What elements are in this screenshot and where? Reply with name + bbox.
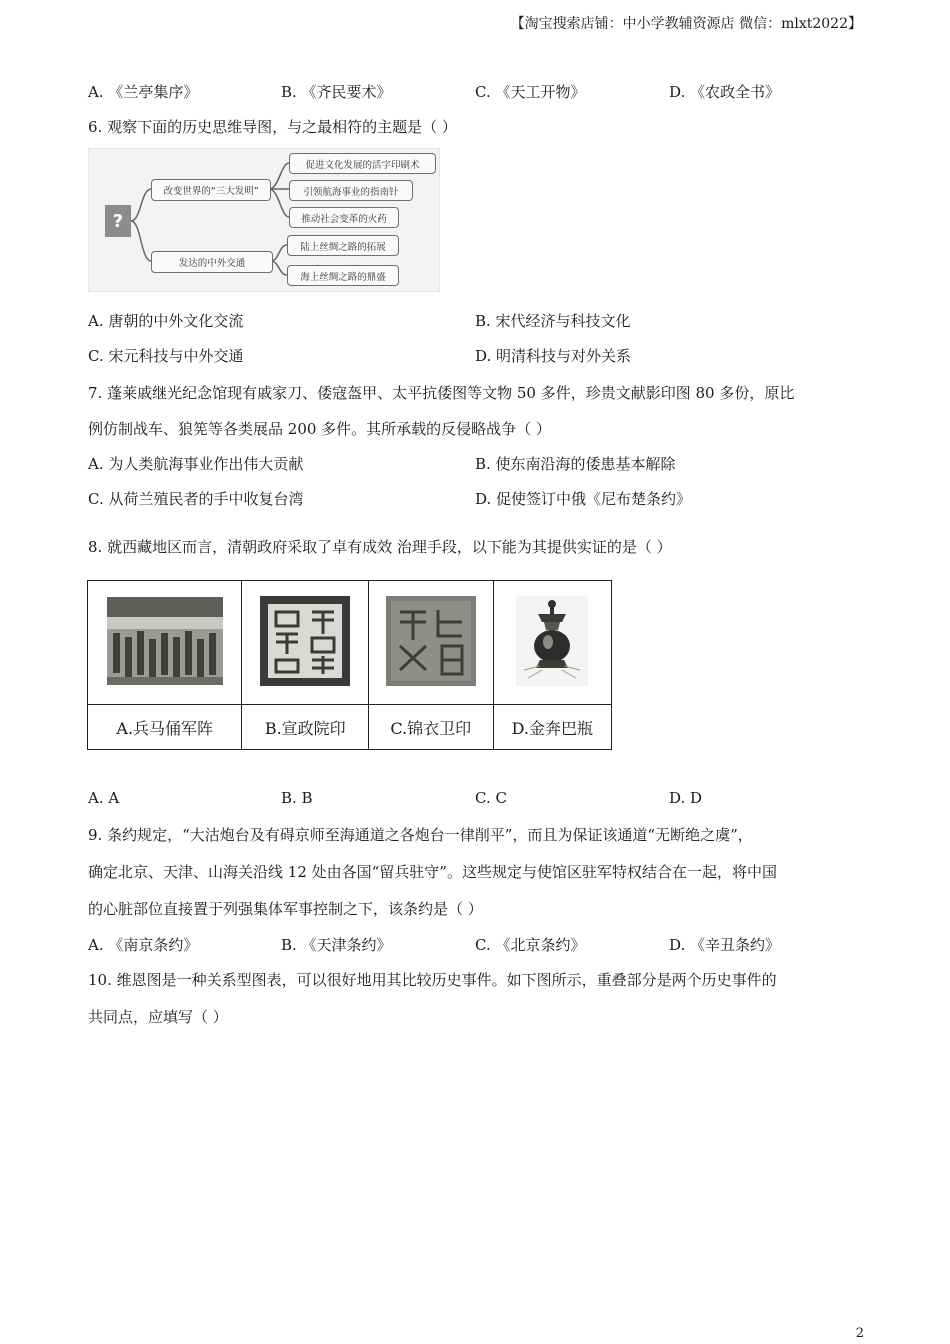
q8-option-a[interactable]: A. A [88, 789, 120, 807]
q5-option-a[interactable]: A. 《兰亭集序》 [88, 83, 199, 101]
q7-stem-line2: 例仿制战车、狼筅等各类展品 200 多件。其所承载的反侵略战争（ ） [88, 420, 551, 438]
mind-map-leaf-compass: 引领航海事业的指南针 [289, 180, 413, 201]
q7-option-a[interactable]: A. 为人类航海事业作出伟大贡献 [88, 455, 304, 473]
mind-map-leaf-printing: 促进文化发展的活字印刷术 [289, 153, 436, 174]
q8-option-d[interactable]: D. D [669, 789, 703, 807]
q8-option-b[interactable]: B. B [281, 789, 313, 807]
mind-map-branch-transport: 发达的中外交通 [151, 251, 273, 273]
q7-stem-line1: 7. 蓬莱戚继光纪念馆现有戚家刀、倭寇盔甲、太平抗倭图等文物 50 多件，珍贵文献影印图 80 多份，原比 [88, 384, 795, 402]
q10-stem-line1: 10. 维恩图是一种关系型图表，可以很好地用其比较历史事件。如下图所示，重叠部分是两个历史事件的 [88, 971, 777, 989]
q9-option-a[interactable]: A. 《南京条约》 [88, 936, 199, 954]
q5-option-c[interactable]: C. 《天工开物》 [475, 83, 586, 101]
q9-stem-line2: 确定北京、天津、山海关沿线 12 处由各国“留兵驻守”。这些规定与使馆区驻军特权结合在一起，将中国 [88, 863, 777, 881]
q8-caption-a: A.兵马俑军阵 [88, 705, 242, 750]
jinyiwei-seal-image [386, 596, 476, 686]
q10-stem-line2: 共同点，应填写（ ） [88, 1008, 228, 1026]
q8-option-c[interactable]: C. C [475, 789, 507, 807]
q6-option-b[interactable]: B. 宋代经济与科技文化 [475, 312, 631, 330]
mind-map-figure [88, 148, 440, 292]
q9-stem-line3: 的心脏部位直接置于列强集体军事控制之下，该条约是（ ） [88, 900, 483, 918]
q9-stem-line1: 9. 条约规定，“大沽炮台及有碍京师至海通道之各炮台一律削平”，而且为保证该通道“无断绝之虞”， [88, 826, 753, 844]
terracotta-army-image [107, 597, 223, 685]
q9-option-c[interactable]: C. 《北京条约》 [475, 936, 586, 954]
q8-caption-b: B.宣政院印 [242, 705, 369, 750]
mind-map-leaf-sea-silk-road: 海上丝绸之路的鼎盛 [287, 265, 399, 286]
page-number: 2 [855, 1326, 864, 1341]
q9-option-b[interactable]: B. 《天津条约》 [281, 936, 392, 954]
q8-stem: 8. 就西藏地区而言，清朝政府采取了卓有成效 治理手段，以下能为其提供实证的是（ ） [88, 538, 672, 556]
q7-option-c[interactable]: C. 从荷兰殖民者的手中收复台湾 [88, 490, 304, 508]
q8-caption-c: C.锦衣卫印 [369, 705, 494, 750]
q8-image-cell-c [369, 581, 494, 705]
q6-option-d[interactable]: D. 明清科技与对外关系 [475, 347, 632, 365]
q6-stem: 6. 观察下面的历史思维导图，与之最相符的主题是（ ） [88, 118, 457, 136]
q6-option-a[interactable]: A. 唐朝的中外文化交流 [88, 312, 244, 330]
xuanzheng-seal-image [258, 594, 352, 688]
q5-option-d[interactable]: D. 《农政全书》 [669, 83, 781, 101]
q5-option-b[interactable]: B. 《齐民要术》 [281, 83, 392, 101]
q7-option-b[interactable]: B. 使东南沿海的倭患基本解除 [475, 455, 676, 473]
mind-map-leaf-gunpowder: 推动社会变革的火药 [289, 207, 399, 228]
q8-image-cell-b [242, 581, 369, 705]
q8-image-table [87, 580, 612, 750]
mind-map-center: ? [105, 205, 131, 237]
q7-option-d[interactable]: D. 促使签订中俄《尼布楚条约》 [475, 490, 692, 508]
mind-map-branch-inventions: 改变世界的“三大发明” [151, 179, 271, 201]
q8-caption-d: D.金奔巴瓶 [493, 705, 611, 750]
q8-image-cell-d [493, 581, 611, 705]
golden-urn-image [516, 596, 588, 686]
q6-option-c[interactable]: C. 宋元科技与中外交通 [88, 347, 244, 365]
mind-map-leaf-land-silk-road: 陆上丝绸之路的拓展 [287, 235, 399, 256]
q9-option-d[interactable]: D. 《辛丑条约》 [669, 936, 781, 954]
header-banner: 【淘宝搜索店铺：中小学教辅资源店 微信：mlxt2022】 [510, 16, 862, 32]
q8-image-cell-a [88, 581, 242, 705]
